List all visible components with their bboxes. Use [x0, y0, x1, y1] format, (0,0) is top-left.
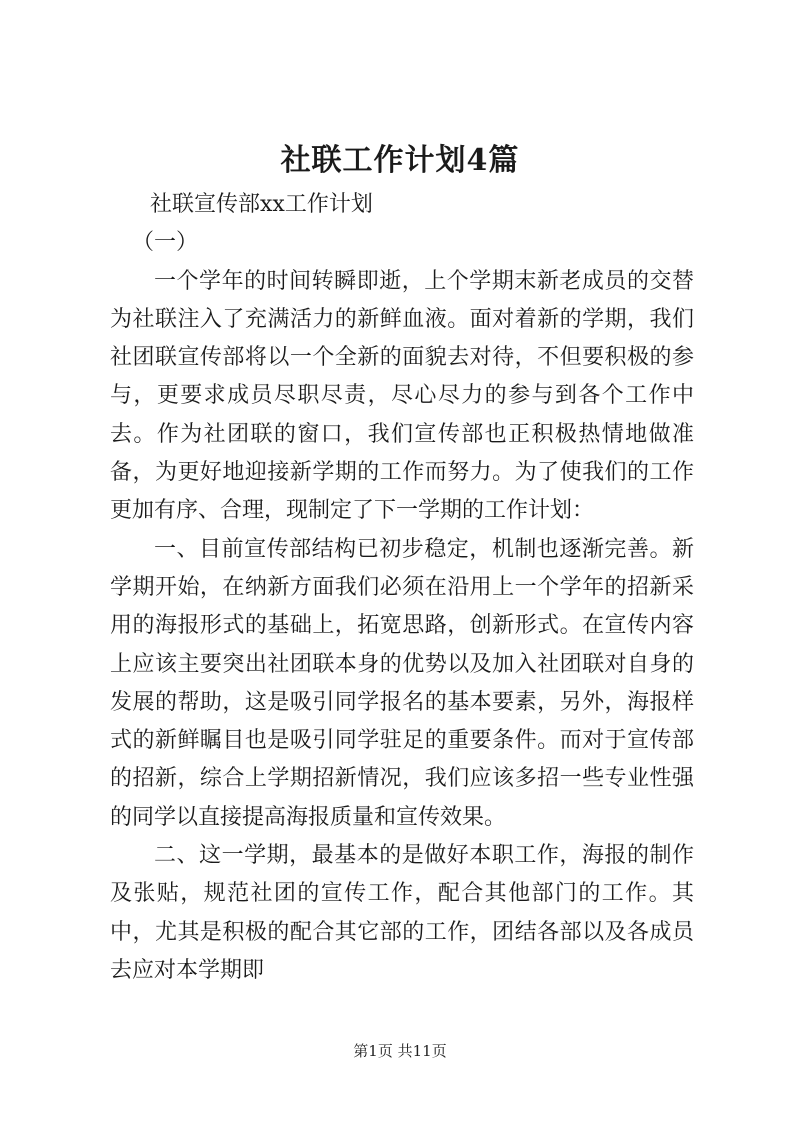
paragraph: 一个学年的时间转瞬即逝，上个学期末新老成员的交替为社联注入了充满活力的新鲜血液。面对着新的学期，我们社团联宣传部将以一个全新的面貌去对待，不但要积极的参与，更要求成员尽职尽责，尽心尽力的参与到各个工作中去。作为社团联的窗口，我们宣传部也正积极热情地做准备，为更好地迎接新学期的工作而努力。为了使我们的工作更加有序、合理，现制定了下一学期的工作计划：	[110, 268, 694, 524]
document-title: 社联工作计划4篇	[280, 143, 520, 178]
section-marker: （一）	[132, 230, 199, 256]
document-body	[110, 186, 694, 990]
paragraph: 二、这一学期，最基本的是做好本职工作，海报的制作及张贴，规范社团的宣传工作，配合其他部门的工作。其中，尤其是积极的配合其它部的工作，团结各部以及各成员去应对本学期即	[110, 843, 694, 983]
paragraph: 一、目前宣传部结构已初步稳定，机制也逐渐完善。新学期开始，在纳新方面我们必须在沿用上一个学年的招新采用的海报形式的基础上，拓宽思路，创新形式。在宣传内容上应该主要突出社团联本身的优势以及加入社团联对自身的发展的帮助，这是吸引同学报名的基本要素，另外，海报样式的新鲜瞩目也是吸引同学驻足的重要条件。而对于宣传部的招新，综合上学期招新情况，我们应该多招一些专业性强的同学以直接提高海报质量和宣传效果。	[110, 536, 694, 830]
document-subtitle: 社联宣传部xx工作计划	[150, 192, 373, 217]
page-number-footer: 第1页 共11页	[353, 1042, 447, 1060]
